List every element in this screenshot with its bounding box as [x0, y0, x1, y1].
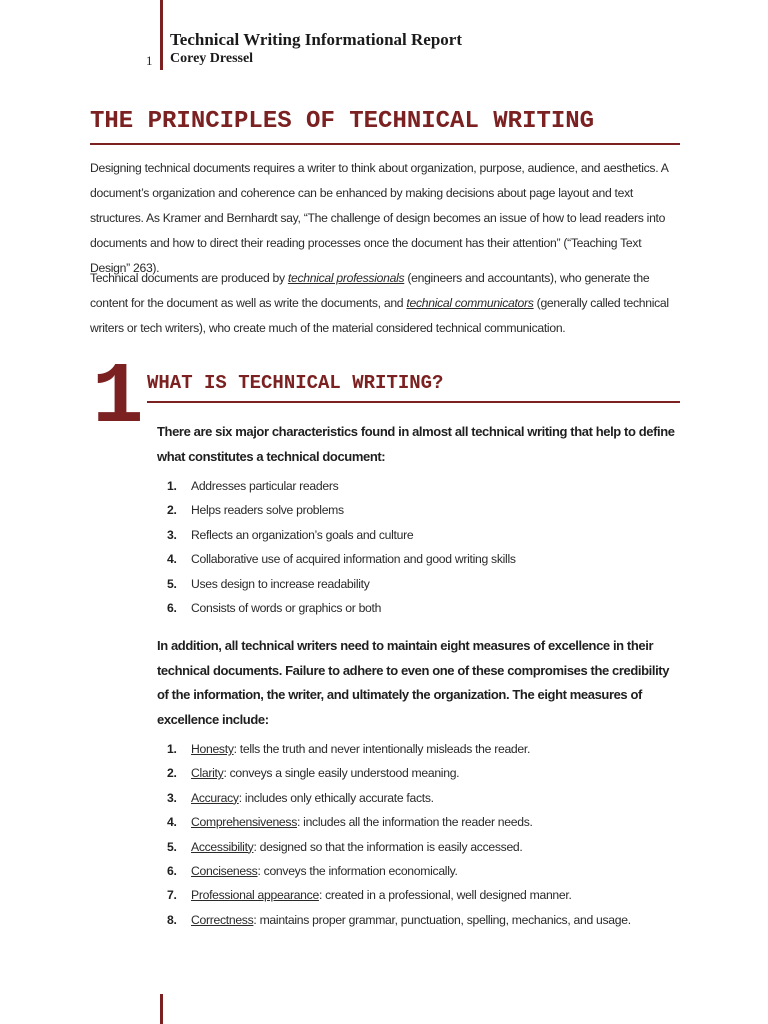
measure-term: Correctness	[191, 912, 254, 927]
characteristics-lead: There are six major characteristics found in almost all technical writing that help to define what constitutes a technical document:	[157, 424, 675, 464]
term-technical-communicators: technical communicators	[406, 296, 534, 310]
measures-intro: In addition, all technical writers need to maintain eight measures of excellence in their technical documents. Failure to adhere to even one of these compromises the credibility of the information, the writer, and ultimately the organization. The eight measures of excellence include:	[157, 638, 670, 727]
title-rule	[90, 143, 680, 145]
list-item	[167, 786, 631, 810]
list-number: 2.	[167, 503, 177, 518]
list-text: Consists of words or graphics or both	[191, 600, 382, 615]
measure-description: : conveys a single easily understood meaning.	[223, 766, 460, 781]
page-title: THE PRINCIPLES OF TECHNICAL WRITING	[90, 108, 595, 135]
list-text: Uses design to increase readability	[191, 576, 370, 591]
intro-paragraph-1: Designing technical documents requires a writer to think about organization, purpose, audience, and aesthetics. A document’s organization and coherence can be enhanced by making decisions about page layout and text structures. As Kramer and Bernhardt say, “The challenge of design becomes an issue of how to lead readers into documents and how to direct their reading processes once the document has their attention” (“Teaching Text Design” 263).	[90, 161, 668, 275]
list-text: Collaborative use of acquired information and good writing skills	[191, 552, 516, 567]
list-number: 2.	[167, 766, 177, 781]
measure-term: Accessibility	[191, 839, 254, 854]
section-rule	[147, 401, 680, 403]
list-number: 6.	[167, 863, 177, 878]
list-item	[167, 547, 516, 571]
section-number: 1	[92, 349, 144, 447]
intro-text: Technical documents are produced by	[90, 271, 288, 285]
list-number: 4.	[167, 552, 177, 567]
header-divider	[160, 0, 163, 70]
list-item	[167, 596, 516, 620]
measure-term: Comprehensiveness	[191, 815, 297, 830]
list-number: 5.	[167, 576, 177, 591]
intro-paragraph-2	[90, 266, 680, 341]
footer-divider	[160, 994, 163, 1024]
measure-description: : includes all the information the reader needs.	[297, 815, 533, 830]
list-item	[167, 474, 516, 498]
page-number: 1	[146, 53, 153, 68]
measure-description: : conveys the information economically.	[257, 863, 458, 878]
list-number: 6.	[167, 600, 177, 615]
header-author: Corey Dressel	[170, 51, 254, 66]
list-item	[167, 498, 516, 522]
measures-list	[167, 737, 631, 932]
measure-term: Accuracy	[191, 790, 239, 805]
measure-term: Clarity	[191, 766, 224, 781]
header-title: Technical Writing Informational Report	[170, 30, 462, 49]
list-number: 1.	[167, 742, 177, 756]
list-number: 5.	[167, 839, 177, 854]
list-number: 1.	[167, 479, 177, 493]
list-number: 7.	[167, 888, 177, 903]
list-text: Helps readers solve problems	[191, 503, 344, 518]
measure-description: : includes only ethically accurate facts.	[238, 790, 434, 805]
measure-description: : tells the truth and never intentionally misleads the reader.	[233, 742, 531, 756]
list-number: 3.	[167, 790, 177, 805]
list-item	[167, 761, 631, 785]
measure-term: Professional appearance	[191, 888, 319, 903]
list-item	[167, 835, 631, 859]
list-number: 8.	[167, 912, 177, 927]
list-text: Reflects an organization’s goals and culture	[191, 527, 414, 542]
list-item	[167, 523, 516, 547]
list-item	[167, 810, 631, 834]
list-item	[167, 572, 516, 596]
list-item	[167, 908, 631, 932]
measure-term: Conciseness	[191, 863, 258, 878]
list-number: 3.	[167, 527, 177, 542]
measure-description: : designed so that the information is easily accessed.	[253, 839, 523, 854]
term-technical-professionals: technical professionals	[287, 271, 405, 285]
section-title: WHAT IS TECHNICAL WRITING?	[147, 372, 444, 394]
measure-term: Honesty	[191, 742, 234, 756]
measure-description: : created in a professional, well designed manner.	[318, 888, 572, 903]
list-item	[167, 883, 631, 907]
intro-text: (engineers and accountants), who generate the content for the document as well as write the documents, and	[90, 271, 650, 310]
list-item	[167, 737, 631, 761]
list-text: Addresses particular readers	[191, 479, 339, 493]
measure-description: : maintains proper grammar, punctuation, spelling, mechanics, and usage.	[253, 912, 631, 927]
characteristics-list	[167, 474, 516, 620]
intro-text: (generally called technical writers or tech writers), who create much of the material considered technical communication.	[90, 296, 669, 335]
list-number: 4.	[167, 815, 177, 830]
list-item	[167, 859, 631, 883]
